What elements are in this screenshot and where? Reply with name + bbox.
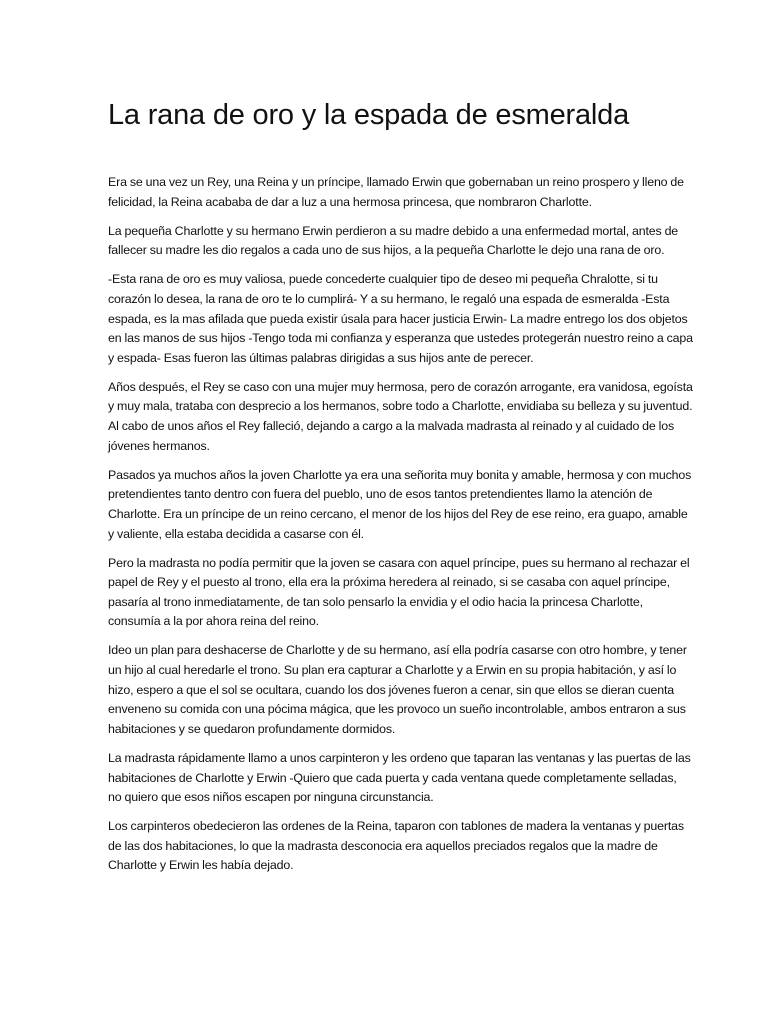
paragraph-7: Ideo un plan para deshacerse de Charlotte y de su hermano, así ella podría casarse con otro hombre, y tener un hijo al cual heredarle el trono. Su plan era capturar a Charlotte y a Erwin en su propia habitación, y así lo hizo, espero a que el sol se ocultara, cuando los dos jóvenes fueron a cenar, sin que ellos se dieran cuenta enveneno su comida con una pócima mágica, que les provoco un sueño incontrolable, ambos entraron a sus habitaciones y se quedaron profundamente dormidos. [108,643,687,736]
paragraph-8: La madrasta rápidamente llamo a unos carpinteron y les ordeno que taparan las ventanas y las puertas de las habitaciones de Charlotte y Erwin -Quiero que cada puerta y cada ventana quede completamente selladas, no quiero que esos niños escapen por ninguna circunstancia. [108,750,691,805]
paragraph-1: Era se una vez un Rey, una Reina y un príncipe, llamado Erwin que gobernaban un reino prospero y lleno de felicidad, la Reina acababa de dar a luz a una hermosa princesa, que nombraron Charlotte. [108,175,684,209]
paragraph-6: Pero la madrasta no podía permitir que la joven se casara con aquel príncipe, pues su hermano al rechazar el papel de Rey y el puesto al trono, ella era la próxima heredera al reinado, si se casaba con aquel príncipe, pasaría al trono inmediatamente, de tan solo pensarlo la envidia y el odio hacia la princesa Charlotte, consumía a la por ahora reina del reino. [108,555,690,629]
document-page [108,95,693,886]
document-title: La rana de oro y la espada de esmeralda [108,99,629,131]
paragraph-5: Pasados ya muchos años la joven Charlotte ya era una señorita muy bonita y amable, hermosa y con muchos pretendientes tanto dentro con fuera del pueblo, uno de esos tantos pretendientes llamo la atención de Charlotte. Era un príncipe de un reino cercano, el menor de los hijos del Rey de ese reino, era guapo, amable y valiente, ella estaba decidida a casarse con él. [108,467,692,541]
paragraph-2: La pequeña Charlotte y su hermano Erwin perdieron a su madre debido a una enfermedad mortal, antes de fallecer su madre les dio regalos a cada uno de sus hijos, a la pequeña Charlotte le dejo una rana de oro. [108,223,679,258]
paragraph-3: -Esta rana de oro es muy valiosa, puede concederte cualquier tipo de deseo mi pequeña Chralotte, si tu corazón lo desea, la rana de oro te lo cumplirá- Y a su hermano, le regaló una espada de esmeralda -Esta espada, es la mas afilada que pueda existir úsala para hacer justicia Erwin- La madre entrego los dos objetos en las manos de sus hijos -Tengo toda mi confianza y esperanza que ustedes protegerán nuestro reino a capa y espada- Esas fueron las últimas palabras dirigidas a sus hijos ante de perecer. [108,272,693,365]
paragraph-9: Los carpinteros obedecieron las ordenes de la Reina, taparon con tablones de madera la ventanas y puertas de las dos habitaciones, lo que la madrasta desconocia era aquellos preciados regalos que la madre de Charlotte y Erwin les había dejado. [108,819,684,873]
paragraph-4: Años después, el Rey se caso con una mujer muy hermosa, pero de corazón arrogante, era vanidosa, egoísta y muy mala, trataba con desprecio a los hermanos, sobre todo a Charlotte, envidiaba su belleza y su juventud. Al cabo de unos años el Rey falleció, dejando a cargo a la malvada madrasta al reinado y al cuidado de los jóvenes hermanos. [108,379,693,453]
